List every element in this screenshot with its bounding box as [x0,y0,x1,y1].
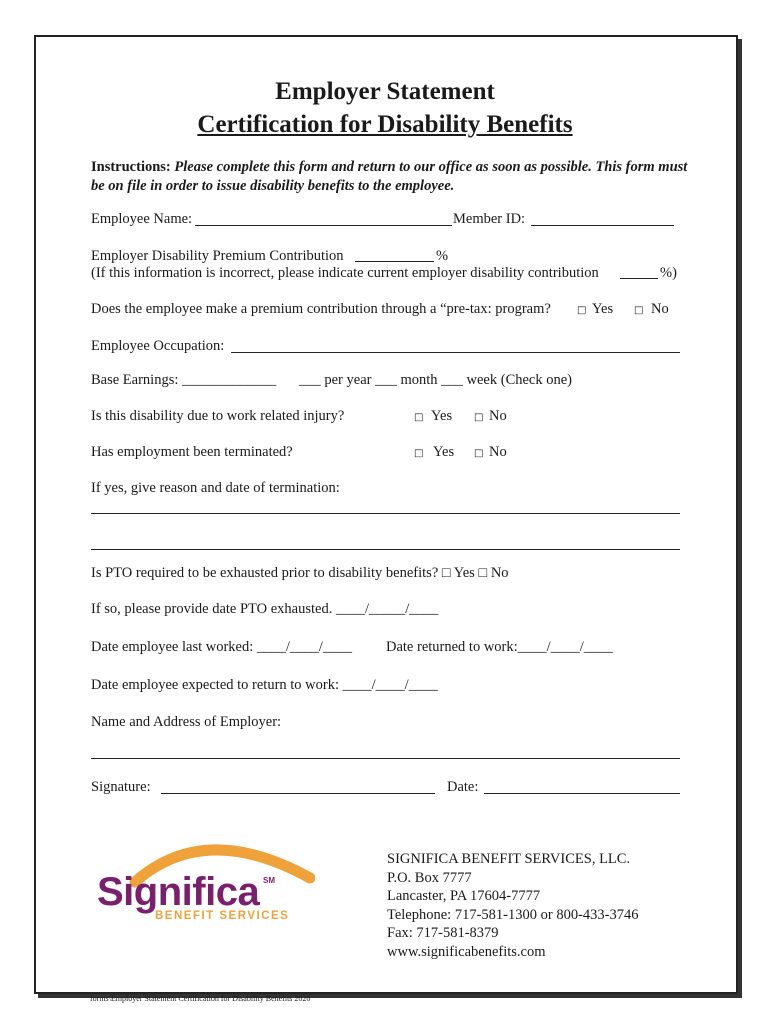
pretax-yes-checkbox[interactable]: □ [577,305,587,316]
percent-sign: % [436,248,449,264]
address-website: www.significabenefits.com [387,943,546,960]
employee-name-field[interactable] [195,212,452,226]
current-contribution-field[interactable] [620,266,658,279]
last-worked-label: Date employee last worked: ____/____/____ [91,639,352,655]
logo-wordmark: Significa [97,870,260,914]
base-earnings-label: Base Earnings: _____________ [91,372,277,388]
occupation-label: Employee Occupation: [91,338,225,354]
pretax-yes-label: Yes [592,301,614,317]
member-id-label: Member ID: [453,211,526,227]
terminated-no-checkbox[interactable]: □ [474,448,484,459]
work-injury-question: Is this disability due to work related injury? [91,408,345,424]
significa-logo [95,830,315,930]
premium-contribution-field[interactable] [355,249,434,262]
employer-name-label: Name and Address of Employer: [91,714,282,730]
instructions-text: Please complete this form and return to our office as soon as possible. This form must be on file in order to issue disability benefits to the employee. [91,159,688,194]
instructions [91,158,691,196]
work-injury-yes-checkbox[interactable]: □ [414,412,424,423]
pto-required-question: Is PTO required to be exhausted prior to disability benefits? □ Yes □ No [91,565,509,581]
terminated-no-label: No [489,444,507,460]
member-id-field[interactable] [531,212,674,226]
signature-field[interactable] [161,780,435,794]
work-injury-yes-label: Yes [431,408,453,424]
address-line: SIGNIFICA BENEFIT SERVICES, LLC. [387,851,631,867]
page-title: Employer Statement [275,78,495,105]
signature-label: Signature: [91,779,151,795]
expected-return-label: Date employee expected to return to work: ____/____/____ [91,677,438,693]
termination-reason-field-2[interactable] [91,536,680,550]
pretax-no-checkbox[interactable]: □ [634,305,644,316]
pretax-question: Does the employee make a premium contribution through a “pre-tax: program? [91,301,551,317]
termination-reason-field-1[interactable] [91,500,680,514]
work-injury-no-checkbox[interactable]: □ [474,412,484,423]
logo-service-mark: SM [263,876,275,885]
employee-name-label: Employee Name: [91,211,193,227]
termination-reason-label: If yes, give reason and date of termination: [91,480,340,496]
pto-date-label: If so, please provide date PTO exhausted. ____/_____/____ [91,601,439,617]
instructions-label: Instructions: [91,159,171,175]
terminated-yes-checkbox[interactable]: □ [414,448,424,459]
date-label: Date: [447,779,479,795]
work-injury-no-label: No [489,408,507,424]
terminated-yes-label: Yes [433,444,455,460]
employer-name-field[interactable] [91,745,680,759]
earnings-period-options: ___ per year ___ month ___ week (Check one) [299,372,573,388]
incorrect-note: (If this information is incorrect, please indicate current employer disability contribution [91,265,599,281]
address-phone: Telephone: 717-581-1300 or 800-433-3746 [387,906,639,923]
occupation-field[interactable] [231,339,680,353]
company-address [387,850,638,961]
address-line: Lancaster, PA 17604-7777 [387,888,541,904]
date-field[interactable] [484,780,680,794]
address-line: P.O. Box 7777 [387,869,472,886]
terminated-question: Has employment been terminated? [91,444,293,460]
incorrect-note-close: %) [660,265,677,281]
pretax-no-label: No [651,301,669,317]
logo-subtitle: BENEFIT SERVICES [155,910,290,922]
address-fax: Fax: 717-581-8379 [387,925,499,941]
premium-contribution-label: Employer Disability Premium Contribution [91,248,344,264]
footer-path: forms\Employer Statement Certification for Disability Benefits 2020 [90,994,311,1003]
page-subtitle: Certification for Disability Benefits [197,111,573,138]
returned-to-work-label: Date returned to work:____/____/____ [386,639,613,655]
